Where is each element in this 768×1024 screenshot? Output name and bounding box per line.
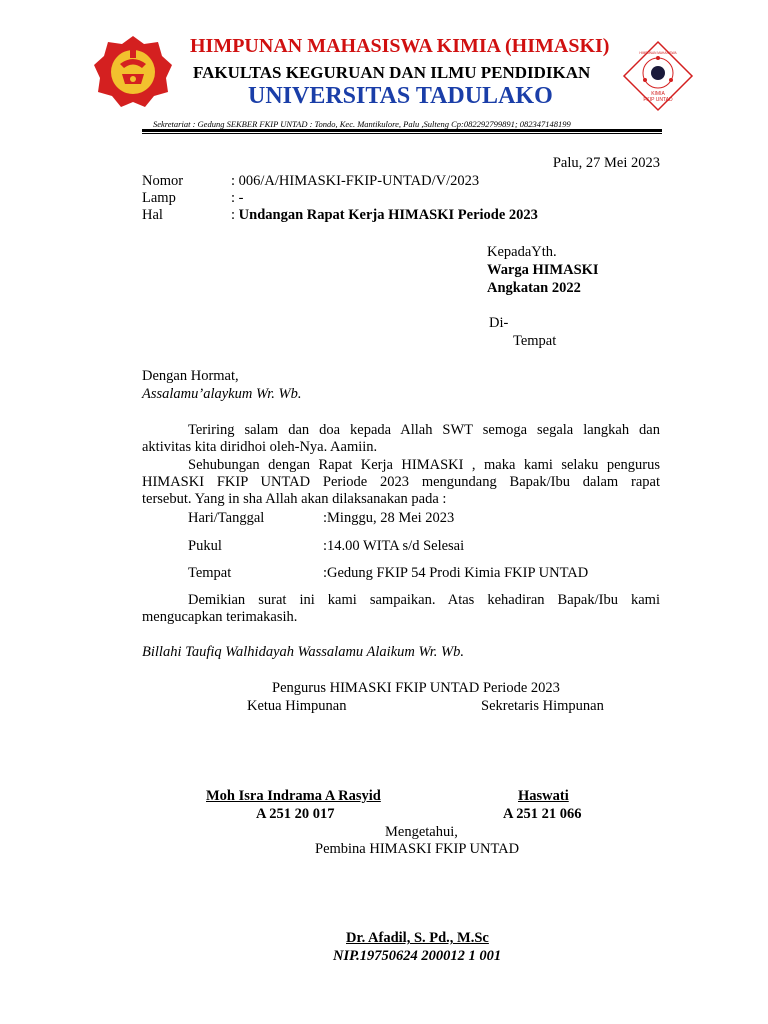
paragraph-1-line-1: Teriring salam dan doa kepada Allah SWT semoga segala langkah dan bbox=[188, 422, 660, 438]
university-logo bbox=[92, 34, 174, 110]
advisor-nip: NIP.19750624 200012 1 001 bbox=[333, 948, 502, 964]
header-rule-thick bbox=[142, 129, 662, 132]
detail-value-time: :14.00 WITA s/d Selesai bbox=[323, 538, 465, 554]
meta-label-subject: Hal bbox=[142, 207, 163, 223]
meta-label-attachment: Lamp bbox=[142, 190, 176, 206]
paragraph-2-line-2: HIMASKI FKIP UNTAD Periode 2023 mengundang Bapak/Ibu dalam rapat bbox=[142, 474, 660, 490]
role-secretary: Sekretaris Himpunan bbox=[481, 698, 604, 714]
organization-title: HIMPUNAN MAHASISWA KIMIA (HIMASKI) bbox=[190, 35, 610, 57]
recipient-cohort: Angkatan 2022 bbox=[487, 280, 581, 296]
meta-value-attachment: : - bbox=[231, 190, 244, 206]
secretariat-address: Sekretariat : Gedung SEKBER FKIP UNTAD : Tondo, Kec. Mantikulore, Palu ,Sulteng Cp:082292799891; 082347148199 bbox=[153, 119, 571, 129]
header-rule-thin bbox=[142, 133, 662, 134]
advisor-name: Dr. Afadil, S. Pd., M.Sc bbox=[346, 930, 489, 946]
recipient-at: Di- bbox=[489, 315, 509, 331]
detail-label-time: Pukul bbox=[188, 538, 222, 554]
paragraph-2-line-3: tersebut. Yang in sha Allah akan dilaksanakan pada : bbox=[142, 491, 447, 507]
himaski-logo bbox=[622, 40, 694, 112]
committee-title: Pengurus HIMASKI FKIP UNTAD Periode 2023 bbox=[272, 680, 560, 696]
place-date: Palu, 27 Mei 2023 bbox=[552, 155, 660, 171]
logo-text-bottom: FKIP UNTAD bbox=[643, 97, 673, 103]
closing-line-1: Demikian surat ini kami sampaikan. Atas kehadiran Bapak/Ibu kami bbox=[188, 592, 660, 608]
recipient-group: Warga HIMASKI bbox=[487, 262, 599, 278]
detail-label-date: Hari/Tanggal bbox=[188, 510, 265, 526]
paragraph-1-line-2: aktivitas kita diridhoi oleh-Nya. Aamiin. bbox=[142, 439, 378, 455]
salam: Assalamu’alaykum Wr. Wb. bbox=[142, 386, 302, 402]
meta-label-number: Nomor bbox=[142, 173, 184, 189]
detail-value-date: :Minggu, 28 Mei 2023 bbox=[323, 510, 455, 526]
detail-value-venue: :Gedung FKIP 54 Prodi Kimia FKIP UNTAD bbox=[323, 565, 589, 581]
university-title: UNIVERSITAS TADULAKO bbox=[248, 83, 553, 109]
advisor-role: Pembina HIMASKI FKIP UNTAD bbox=[315, 841, 520, 857]
detail-label-venue: Tempat bbox=[188, 565, 232, 581]
closing-line-2: mengucapkan terimakasih. bbox=[142, 609, 298, 625]
wassalam: Billahi Taufiq Walhidayah Wassalamu Alaikum Wr. Wb. bbox=[142, 644, 464, 660]
faculty-title: FAKULTAS KEGURUAN DAN ILMU PENDIDIKAN bbox=[193, 63, 591, 82]
logo-text-top: HIMPUNAN MAHASISWA bbox=[639, 51, 677, 55]
id-secretary: A 251 21 066 bbox=[503, 806, 582, 822]
paragraph-2-line-1: Sehubungan dengan Rapat Kerja HIMASKI , maka kami selaku pengurus bbox=[188, 457, 660, 473]
recipient-salutation: KepadaYth. bbox=[487, 244, 557, 260]
acknowledged-label: Mengetahui, bbox=[385, 824, 458, 840]
meta-value-subject: : Undangan Rapat Kerja HIMASKI Periode 2023 bbox=[231, 207, 538, 223]
id-chair: A 251 20 017 bbox=[256, 806, 335, 822]
meta-value-number: : 006/A/HIMASKI-FKIP-UNTAD/V/2023 bbox=[231, 173, 480, 189]
greeting: Dengan Hormat, bbox=[142, 368, 239, 384]
recipient-place: Tempat bbox=[513, 333, 557, 349]
role-chair: Ketua Himpunan bbox=[247, 698, 347, 714]
logo-text-mid: KIMIA bbox=[651, 91, 665, 97]
name-secretary: Haswati bbox=[518, 788, 569, 804]
name-chair: Moh Isra Indrama A Rasyid bbox=[206, 788, 381, 804]
